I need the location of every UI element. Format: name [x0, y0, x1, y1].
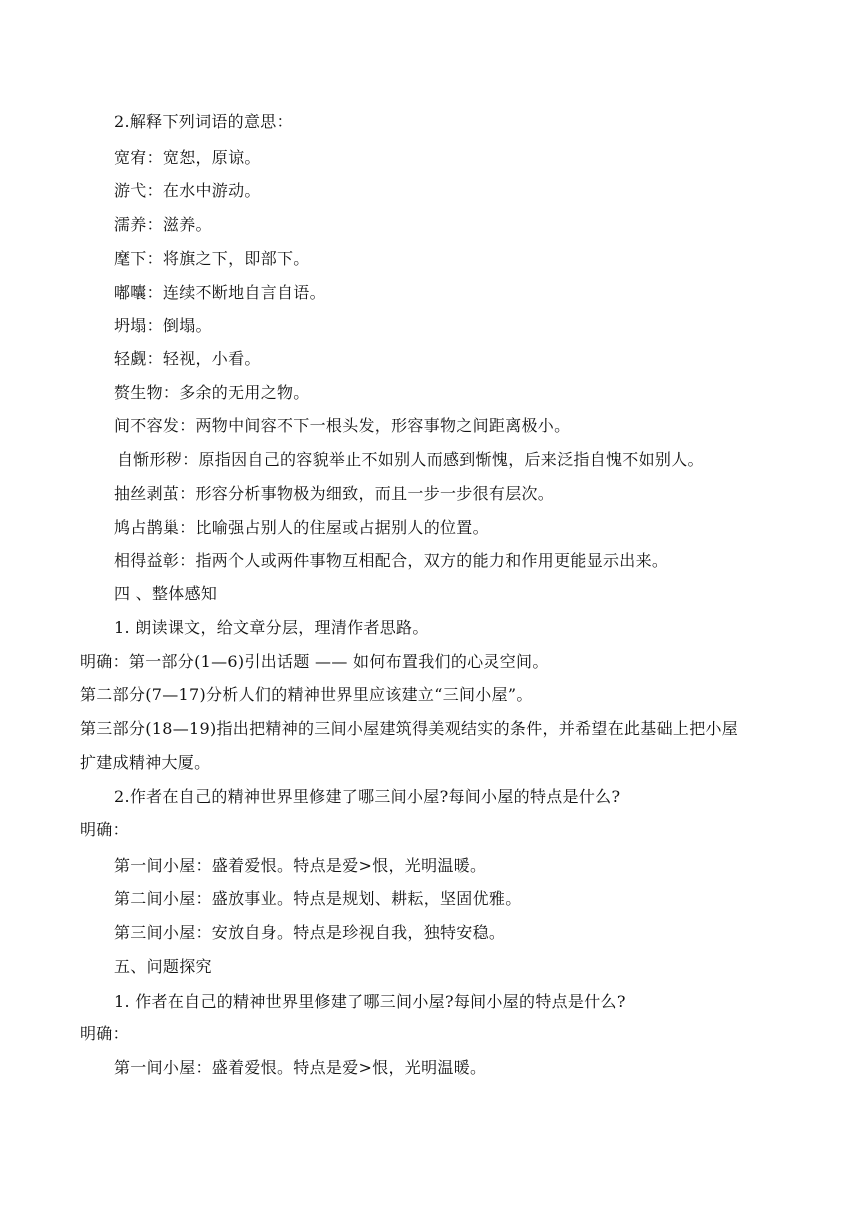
room-1-description: 第一间小屋：盛着爱恨。特点是爱>恨，光明温暖。	[114, 856, 487, 875]
term-zhuishengwu: 赘生物：多余的无用之物。	[114, 383, 310, 402]
section-5-room-1-description: 第一间小屋：盛着爱恨。特点是爱>恨，光明温暖。	[114, 1058, 487, 1077]
section-4-heading: 四 、整体感知	[114, 584, 218, 603]
section-4-answer-1-line-3: 第三部分(18—19)指出把精神的三间小屋建筑得美观结实的条件，并希望在此基础上把小屋	[80, 719, 739, 738]
room-2-description: 第二间小屋：盛放事业。特点是规划、耕耘，坚固优雅。	[114, 889, 522, 908]
section-4-question-2: 2.作者在自己的精神世界里修建了哪三间小屋?每间小屋的特点是什么?	[114, 787, 621, 806]
term-ruyang: 濡养：滋养。	[114, 215, 212, 234]
section-4-answer-2-label: 明确：	[80, 820, 129, 839]
term-zicanxinghui: 自惭形秽：原指因自己的容貌举止不如别人而感到惭愧，后来泛指自愧不如别人。	[117, 450, 704, 469]
section-4-question-1: 1. 朗读课文，给文章分层，理清作者思路。	[114, 618, 429, 637]
term-dunang: 嘟囔：连续不断地自言自语。	[114, 283, 326, 302]
section-4-answer-1-line-4: 扩建成精神大厦。	[80, 753, 211, 772]
term-tanta: 坍塌：倒塌。	[114, 316, 212, 335]
section-2-heading: 2.解释下列词语的意思：	[114, 112, 293, 131]
term-qingqu: 轻觑：轻视，小看。	[114, 349, 261, 368]
term-jiuzhanquechao: 鸠占鹊巢：比喻强占别人的住屋或占据别人的位置。	[114, 518, 489, 537]
room-3-description: 第三间小屋：安放自身。特点是珍视自我，独特安稳。	[114, 923, 506, 942]
section-4-answer-1-line-1: 明确：第一部分(1—6)引出话题 —— 如何布置我们的心灵空间。	[80, 652, 549, 671]
section-5-question-1: 1. 作者在自己的精神世界里修建了哪三间小屋?每间小屋的特点是什么?	[114, 992, 626, 1011]
term-xiangdeyizhang: 相得益彰：指两个人或两件事物互相配合，双方的能力和作用更能显示出来。	[114, 551, 669, 570]
term-huixia: 麾下：将旗之下，即部下。	[114, 249, 310, 268]
term-jianburongfa: 间不容发：两物中间容不下一根头发，形容事物之间距离极小。	[114, 416, 571, 435]
term-kuanyou: 宽宥：宽恕，原谅。	[114, 148, 261, 167]
section-5-answer-1-label: 明确：	[80, 1024, 129, 1043]
section-5-heading: 五、问题探究	[114, 957, 212, 976]
section-4-answer-1-line-2: 第二部分(7—17)分析人们的精神世界里应该建立“三间小屋”。	[80, 685, 533, 704]
term-youyi: 游弋：在水中游动。	[114, 181, 261, 200]
term-chousibojian: 抽丝剥茧：形容分析事物极为细致，而且一步一步很有层次。	[114, 484, 555, 503]
